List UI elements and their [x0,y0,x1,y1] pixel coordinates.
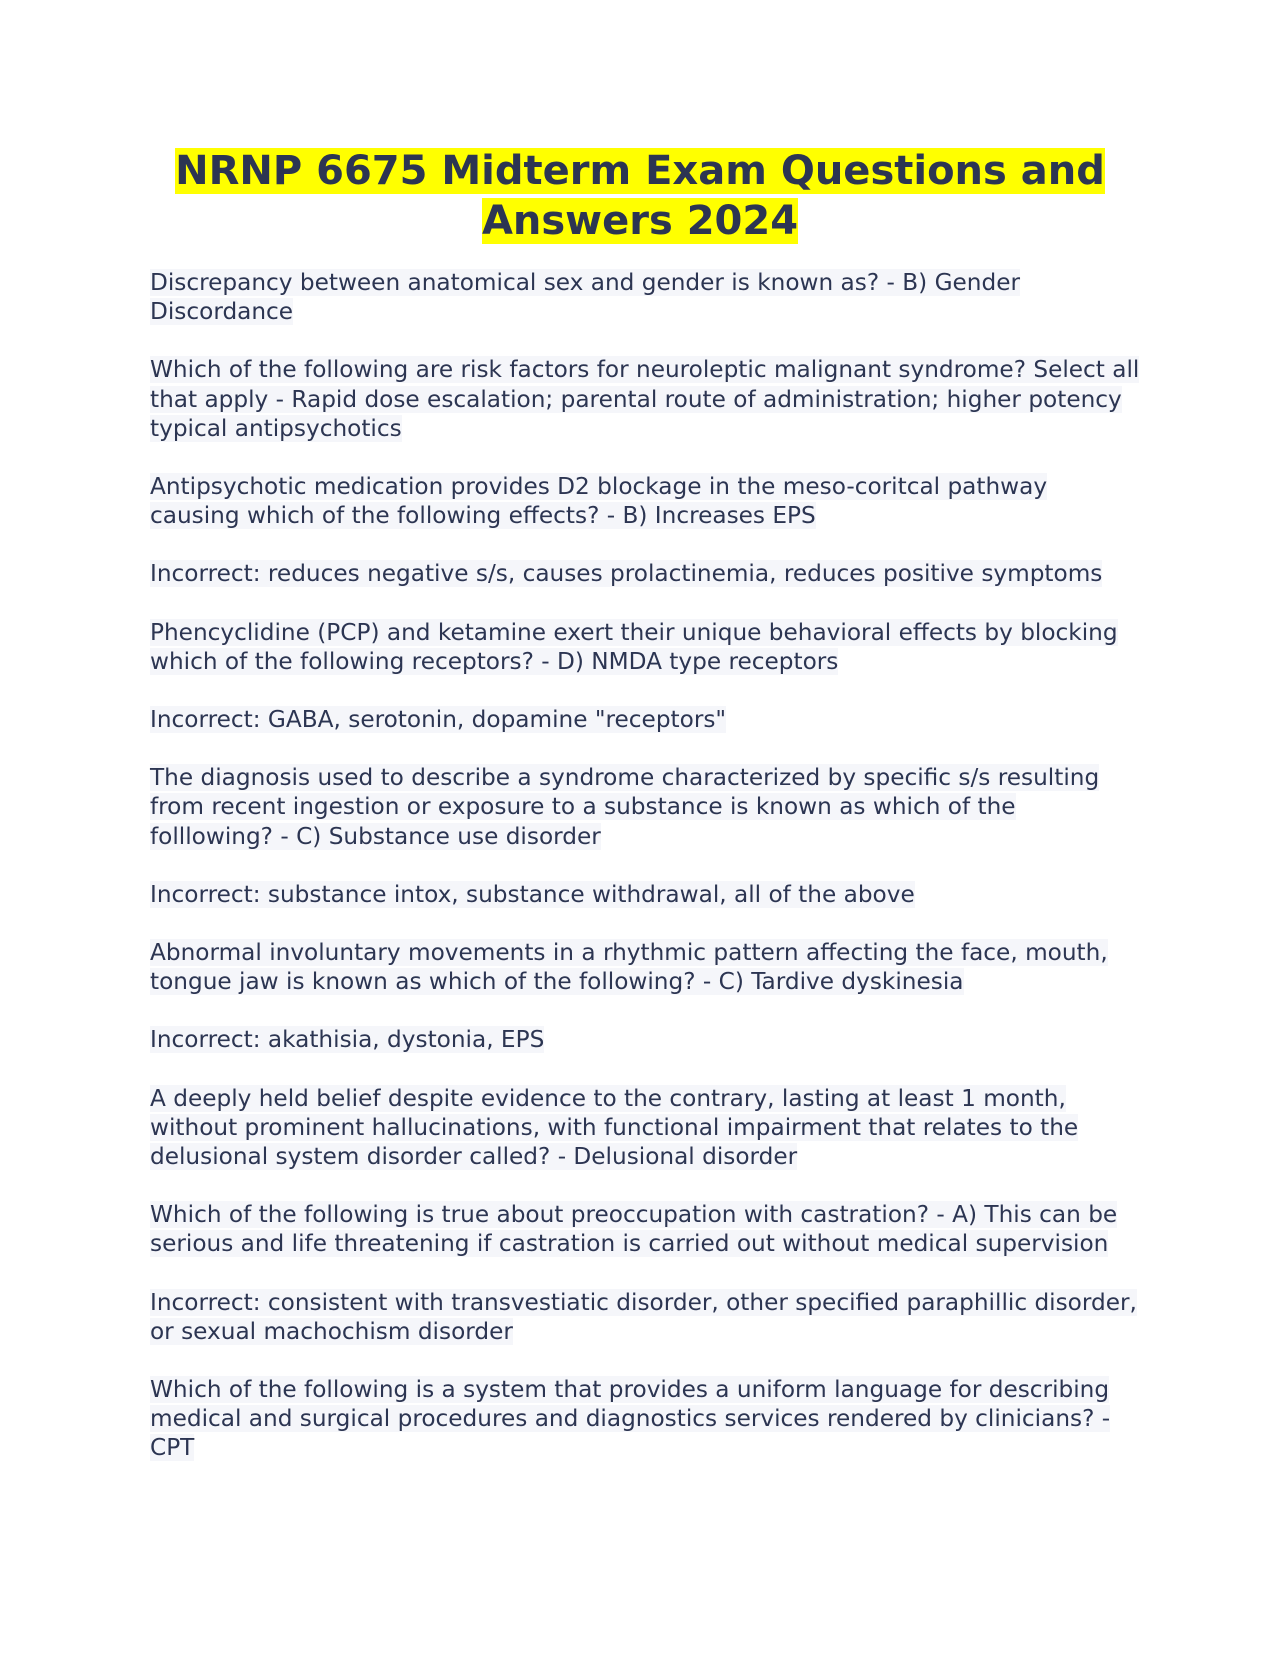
document-title-text: NRNP 6675 Midterm Exam Questions and Answers 2024 [175,148,1105,244]
paragraph-text: Which of the following is true about preoccupation with castration? - A) This can be serious and life threatening if castration is carried out without medical supervision [150,1201,1118,1258]
paragraph-incorrect-8 [150,1288,1140,1346]
paragraph-text: Incorrect: substance intox, substance withdrawal, all of the above [150,880,915,908]
paragraph-text: Incorrect: reduces negative s/s, causes prolactinemia, reduces positive symptoms [150,560,1103,588]
paragraph-text: Which of the following are risk factors for neuroleptic malignant syndrome? Select all that apply - Rapid dose escalation; parental route of administration; higher potency typical antipsychotics [150,356,1140,442]
paragraph-text: Antipsychotic medication provides D2 blockage in the meso-coritcal pathway causing which of the following effects? - B) Increases EPS [150,473,1048,530]
paragraph-question-2 [150,355,1140,443]
paragraph-incorrect-3 [150,559,1140,588]
paragraph-incorrect-6 [150,1025,1140,1054]
paragraph-question-7 [150,1084,1140,1172]
document-title [150,146,1130,246]
paragraph-text: Incorrect: consistent with transvestiatic disorder, other specified paraphillic disorder, or sexual machochism disorder [150,1288,1137,1345]
paragraph-question-1 [150,268,1140,326]
document-body [150,268,1140,1492]
paragraph-text: Incorrect: akathisia, dystonia, EPS [150,1026,545,1054]
paragraph-text: A deeply held belief despite evidence to the contrary, lasting at least 1 month, without prominent hallucinations, with functional impairment that relates to the delusional system disorder called? - Delusional disorder [150,1084,1079,1171]
paragraph-text: Phencyclidine (PCP) and ketamine exert their unique behavioral effects by blocking which of the following receptors? - D) NMDA type receptors [150,618,1118,675]
paragraph-text: Which of the following is a system that provides a uniform language for describing medical and surgical procedures and diagnostics services rendered by clinicians? - CPT [150,1376,1111,1462]
paragraph-question-3 [150,472,1140,530]
paragraph-question-8 [150,1200,1140,1258]
paragraph-question-4 [150,618,1140,676]
paragraph-text: Abnormal involuntary movements in a rhythmic pattern affecting the face, mouth, tongue jaw is known as which of the following? - C) Tardive dyskinesia [150,939,1108,996]
paragraph-text: The diagnosis used to describe a syndrome characterized by specific s/s resulting from recent ingestion or exposure to a substance is known as which of the folllowing? - C) Substance use disorder [150,764,1100,850]
paragraph-text: Incorrect: GABA, serotonin, dopamine "receptors" [150,706,727,734]
paragraph-question-6 [150,938,1140,996]
paragraph-question-5 [150,763,1140,851]
paragraph-incorrect-4 [150,705,1140,734]
paragraph-incorrect-5 [150,880,1140,909]
paragraph-question-9 [150,1375,1140,1463]
paragraph-text: Discrepancy between anatomical sex and gender is known as? - B) Gender Discordance [150,269,1021,326]
